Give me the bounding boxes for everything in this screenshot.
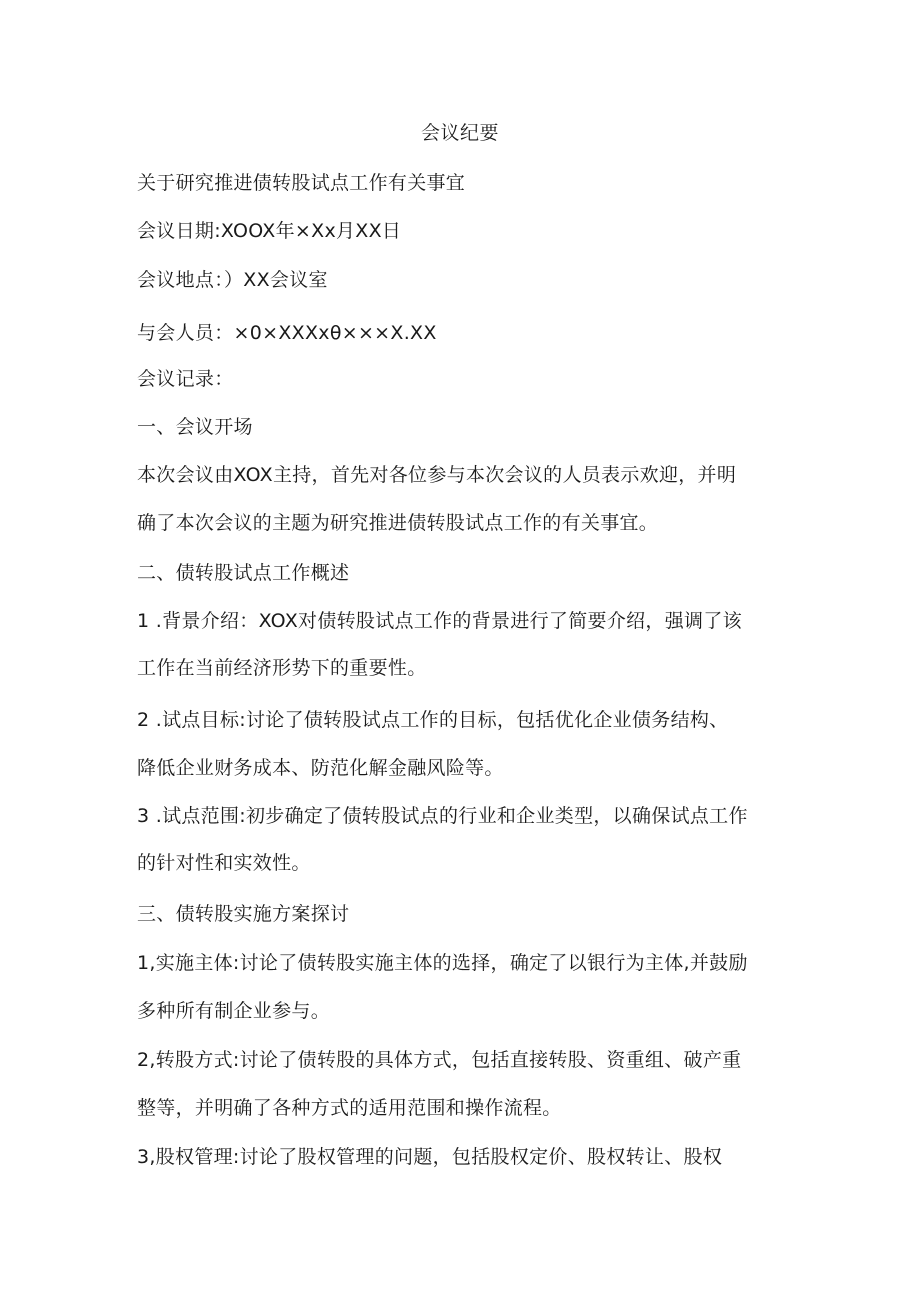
section-3-item-2-line-1: 2,转股方式:讨论了债转股的具体方式，包括直接转股、资重组、破产重 (137, 1049, 742, 1071)
section-3-item-1-line-1: 1,实施主体:讨论了债转股实施主体的选择，确定了以银行为主体,并鼓励 (137, 952, 748, 974)
meeting-subject: 关于研究推进债转股试点工作有关事宜 (137, 172, 466, 194)
section-3-item-1-line-2: 多种所有制企业参与。 (137, 1000, 331, 1022)
section-2-item-2-line-1: 2 .试点目标:讨论了债转股试点工作的目标，包括优化企业债务结构、 (137, 709, 729, 731)
section-2-item-1-line-2: 工作在当前经济形势下的重要性。 (137, 657, 427, 679)
meeting-place: 会议地点：）XX会议室 (137, 269, 328, 291)
meeting-attendees: 与会人员：×0×XXXxθ×××X.XX (137, 322, 437, 344)
section-3-heading: 三、债转股实施方案探讨 (137, 903, 350, 925)
section-3-item-2-line-2: 整等，并明确了各种方式的适用范围和操作流程。 (137, 1097, 562, 1119)
record-label: 会议记录： (137, 368, 234, 390)
section-1-heading: 一、会议开场 (137, 416, 253, 438)
section-2-item-1-line-1: 1 .背景介绍：XOX对债转股试点工作的背景进行了简要介绍，强调了该 (137, 610, 742, 632)
section-1-paragraph-line-1: 本次会议由XOX主持，首先对各位参与本次会议的人员表示欢迎，并明 (137, 464, 737, 486)
section-1-paragraph-line-2: 确了本次会议的主题为研究推进债转股试点工作的有关事宜。 (137, 512, 659, 534)
section-2-heading: 二、债转股试点工作概述 (137, 562, 350, 584)
section-2-item-3-line-1: 3 .试点范围:初步确定了债转股试点的行业和企业类型，以确保试点工作 (137, 805, 748, 827)
document-title: 会议纪要 (420, 122, 499, 144)
section-3-item-3-line-1: 3,股权管理:讨论了股权管理的问题，包括股权定价、股权转让、股权 (137, 1146, 723, 1168)
meeting-date: 会议日期:XOOX年×Xx月XX日 (137, 220, 402, 242)
section-2-item-3-line-2: 的针对性和实效性。 (137, 852, 311, 874)
section-2-item-2-line-2: 降低企业财务成本、防范化解金融风险等。 (137, 757, 504, 779)
